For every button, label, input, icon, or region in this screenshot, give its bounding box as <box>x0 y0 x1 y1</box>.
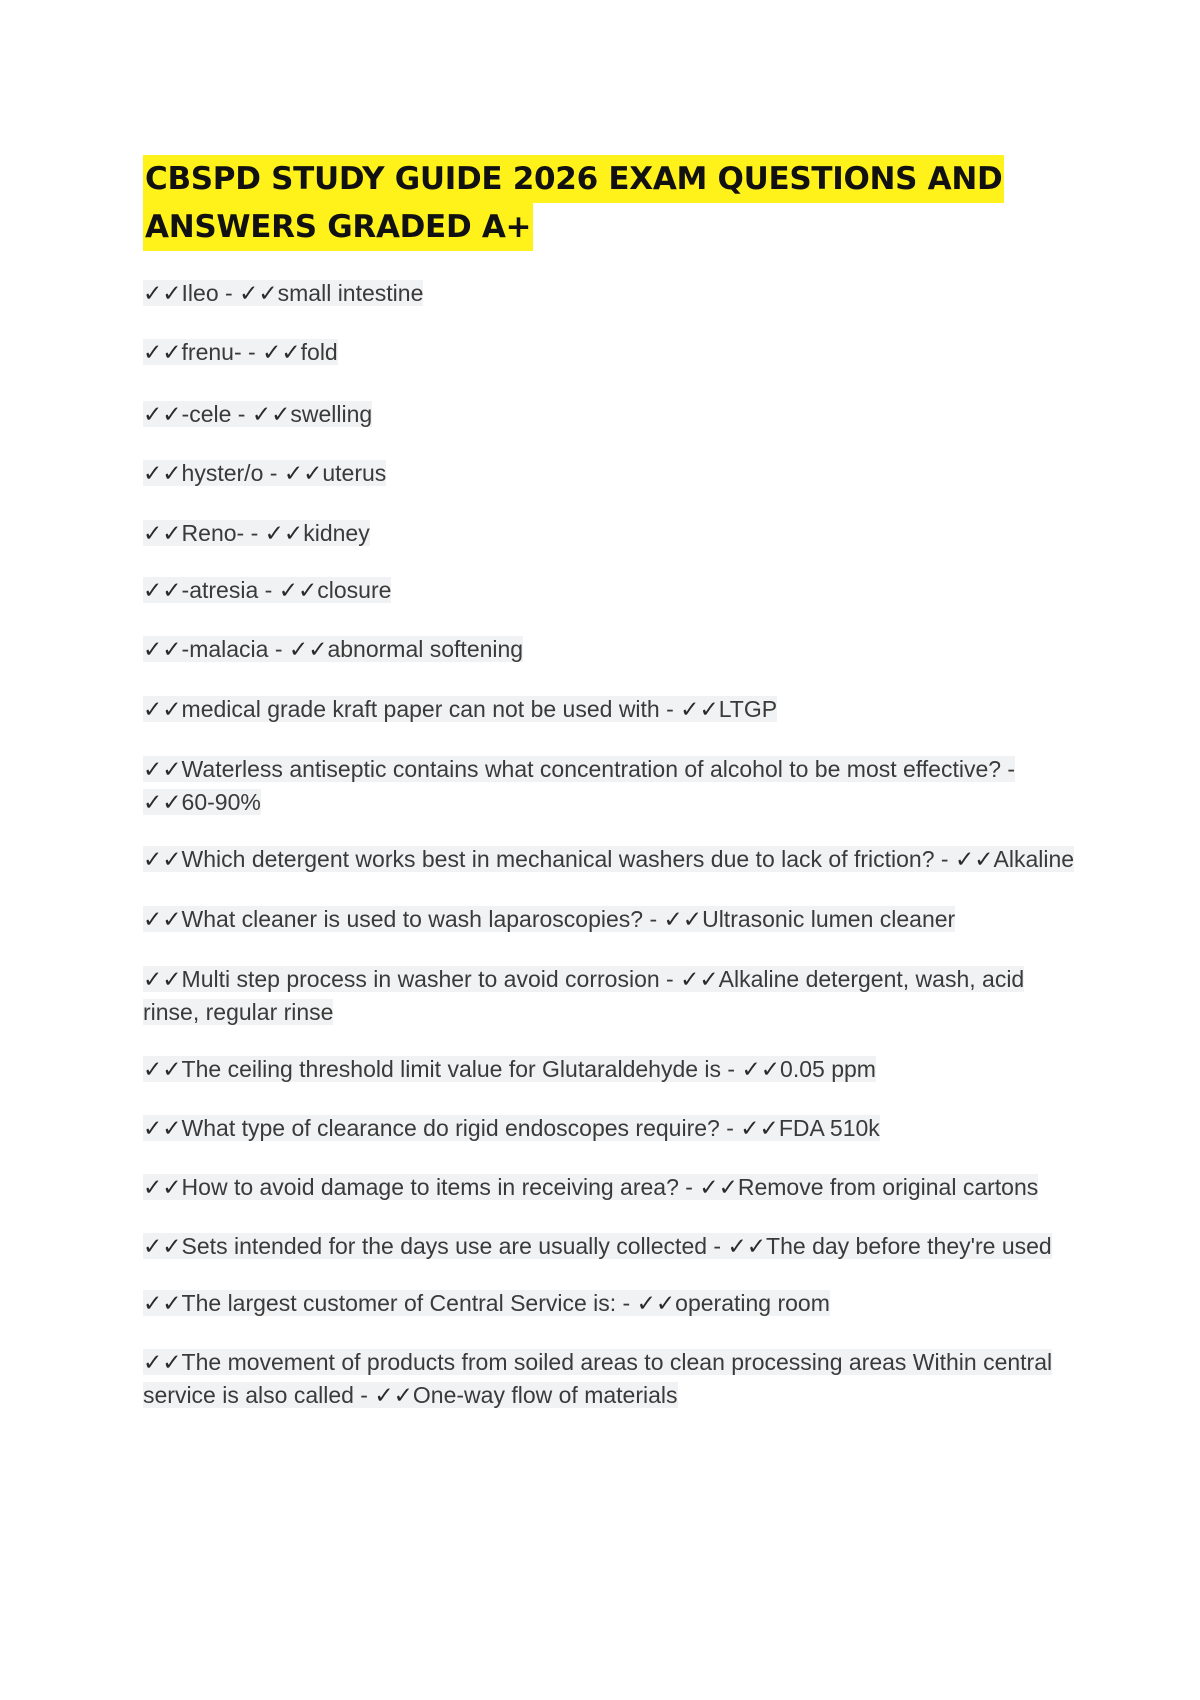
answer-text: closure <box>317 577 392 603</box>
question-text: medical grade kraft paper can not be used with <box>181 696 660 722</box>
separator: - <box>707 1233 728 1259</box>
qa-text <box>143 1290 830 1316</box>
checkmark-icon: ✓✓ <box>143 1115 182 1141</box>
checkmark-icon: ✓✓ <box>143 1056 182 1082</box>
answer-text: operating room <box>675 1290 830 1316</box>
answer-text: One-way flow of materials <box>412 1382 678 1408</box>
qa-item <box>143 903 1080 936</box>
answer-text: swelling <box>290 401 373 427</box>
checkmark-icon: ✓✓ <box>143 906 182 932</box>
question-text: The movement of products from soiled areas to clean processing areas Within central service is also called <box>143 1349 1053 1408</box>
separator: - <box>231 401 252 427</box>
qa-text <box>143 280 423 306</box>
separator: - <box>678 1174 700 1200</box>
checkmark-icon: ✓✓ <box>374 1382 413 1408</box>
question-text: Multi step process in washer to avoid corrosion <box>181 966 660 992</box>
qa-text <box>143 460 386 486</box>
qa-text <box>143 577 391 603</box>
separator: - <box>263 460 284 486</box>
checkmark-icon: ✓✓ <box>143 1174 182 1200</box>
qa-text <box>143 1115 880 1141</box>
qa-text <box>143 401 372 427</box>
qa-item <box>143 633 1080 666</box>
checkmark-icon: ✓✓ <box>143 756 182 782</box>
checkmark-icon: ✓✓ <box>740 1115 779 1141</box>
qa-item <box>143 1287 1080 1320</box>
checkmark-icon: ✓✓ <box>143 280 182 306</box>
separator: - <box>719 1115 741 1141</box>
question-text: -atresia <box>181 577 259 603</box>
qa-text <box>143 1056 876 1082</box>
separator: - <box>268 636 289 662</box>
qa-text <box>143 756 1015 815</box>
question-text: frenu- <box>181 339 242 365</box>
checkmark-icon: ✓✓ <box>143 1349 182 1375</box>
separator: - <box>643 906 664 932</box>
checkmark-icon: ✓✓ <box>143 577 182 603</box>
answer-text: FDA 510k <box>778 1115 880 1141</box>
question-text: Waterless antiseptic contains what concentration of alcohol to be most effective? <box>181 756 1002 782</box>
qa-item <box>143 1112 1080 1145</box>
separator: - <box>721 1056 742 1082</box>
question-text: Which detergent works best in mechanical washers due to lack of friction? <box>181 846 935 872</box>
qa-item <box>143 693 1080 726</box>
checkmark-icon: ✓✓ <box>283 460 323 486</box>
checkmark-icon: ✓✓ <box>143 339 182 365</box>
qa-item <box>143 517 1080 550</box>
checkmark-icon: ✓✓ <box>143 636 182 662</box>
checkmark-icon: ✓✓ <box>680 696 719 722</box>
qa-text <box>143 696 777 722</box>
qa-item <box>143 336 1080 369</box>
qa-item <box>143 457 1080 490</box>
title-line-1: CBSPD STUDY GUIDE 2026 EXAM QUESTIONS AND <box>143 155 1004 203</box>
answer-text: 60-90% <box>181 789 261 815</box>
separator: - <box>659 966 681 992</box>
qa-item <box>143 1346 1080 1412</box>
answer-text: 0.05 ppm <box>780 1056 876 1082</box>
qa-text <box>143 846 1074 872</box>
checkmark-icon: ✓✓ <box>727 1233 767 1259</box>
separator: - <box>241 339 263 365</box>
checkmark-icon: ✓✓ <box>262 339 301 365</box>
qa-item <box>143 843 1080 876</box>
qa-item <box>143 963 1080 1029</box>
answer-text: abnormal softening <box>327 636 524 662</box>
answer-text: Alkaline <box>993 846 1075 872</box>
qa-text <box>143 906 955 932</box>
checkmark-icon: ✓✓ <box>143 789 182 815</box>
qa-item <box>143 1230 1080 1263</box>
checkmark-icon: ✓✓ <box>143 966 182 992</box>
question-text: -malacia <box>181 636 269 662</box>
qa-text <box>143 520 370 546</box>
question-text: How to avoid damage to items in receiving area? <box>181 1174 679 1200</box>
question-text: -cele <box>181 401 232 427</box>
document-title <box>143 155 1080 251</box>
qa-list <box>143 277 1080 1412</box>
checkmark-icon: ✓✓ <box>264 520 304 546</box>
separator: - <box>353 1382 375 1408</box>
question-text: The ceiling threshold limit value for Glutaraldehyde is <box>181 1056 722 1082</box>
answer-text: LTGP <box>718 696 778 722</box>
checkmark-icon: ✓✓ <box>143 460 182 486</box>
qa-text <box>143 1349 1052 1408</box>
answer-text: kidney <box>303 520 370 546</box>
qa-item <box>143 277 1080 310</box>
checkmark-icon: ✓✓ <box>278 577 318 603</box>
separator: - <box>934 846 955 872</box>
question-text: The largest customer of Central Service is: <box>181 1290 617 1316</box>
answer-text: Alkaline detergent, wash, acid rinse, regular rinse <box>143 966 1025 1025</box>
checkmark-icon: ✓✓ <box>143 1290 182 1316</box>
answer-text: Ultrasonic lumen cleaner <box>702 906 956 932</box>
answer-text: small intestine <box>277 280 424 306</box>
qa-item <box>143 1171 1080 1204</box>
separator: - <box>1001 756 1016 782</box>
checkmark-icon: ✓✓ <box>680 966 719 992</box>
qa-item <box>143 574 1080 607</box>
checkmark-icon: ✓✓ <box>954 846 994 872</box>
checkmark-icon: ✓✓ <box>143 696 182 722</box>
title-line-2: ANSWERS GRADED A+ <box>143 203 533 251</box>
qa-text <box>143 966 1024 1025</box>
checkmark-icon: ✓✓ <box>143 520 182 546</box>
checkmark-icon: ✓✓ <box>741 1056 781 1082</box>
checkmark-icon: ✓✓ <box>143 846 182 872</box>
qa-text <box>143 1233 1052 1259</box>
checkmark-icon: ✓✓ <box>251 401 291 427</box>
answer-text: The day before they're used <box>766 1233 1052 1259</box>
checkmark-icon: ✓✓ <box>699 1174 738 1200</box>
question-text: Reno- <box>181 520 245 546</box>
answer-text: fold <box>300 339 338 365</box>
checkmark-icon: ✓✓ <box>663 906 703 932</box>
question-text: What cleaner is used to wash laparoscopies? <box>181 906 644 932</box>
qa-text <box>143 636 523 662</box>
question-text: Sets intended for the days use are usually collected <box>181 1233 708 1259</box>
qa-item <box>143 753 1080 819</box>
question-text: Ileo <box>181 280 219 306</box>
qa-text <box>143 1174 1038 1200</box>
separator: - <box>218 280 240 306</box>
checkmark-icon: ✓✓ <box>636 1290 676 1316</box>
checkmark-icon: ✓✓ <box>288 636 328 662</box>
separator: - <box>244 520 265 546</box>
answer-text: uterus <box>322 460 387 486</box>
qa-item <box>143 398 1080 431</box>
checkmark-icon: ✓✓ <box>143 401 182 427</box>
qa-text <box>143 339 338 365</box>
answer-text: Remove from original cartons <box>737 1174 1039 1200</box>
qa-item <box>143 1053 1080 1086</box>
checkmark-icon: ✓✓ <box>143 1233 182 1259</box>
separator: - <box>258 577 279 603</box>
checkmark-icon: ✓✓ <box>239 280 278 306</box>
separator: - <box>659 696 681 722</box>
question-text: What type of clearance do rigid endoscopes require? <box>181 1115 720 1141</box>
separator: - <box>616 1290 637 1316</box>
question-text: hyster/o <box>181 460 264 486</box>
